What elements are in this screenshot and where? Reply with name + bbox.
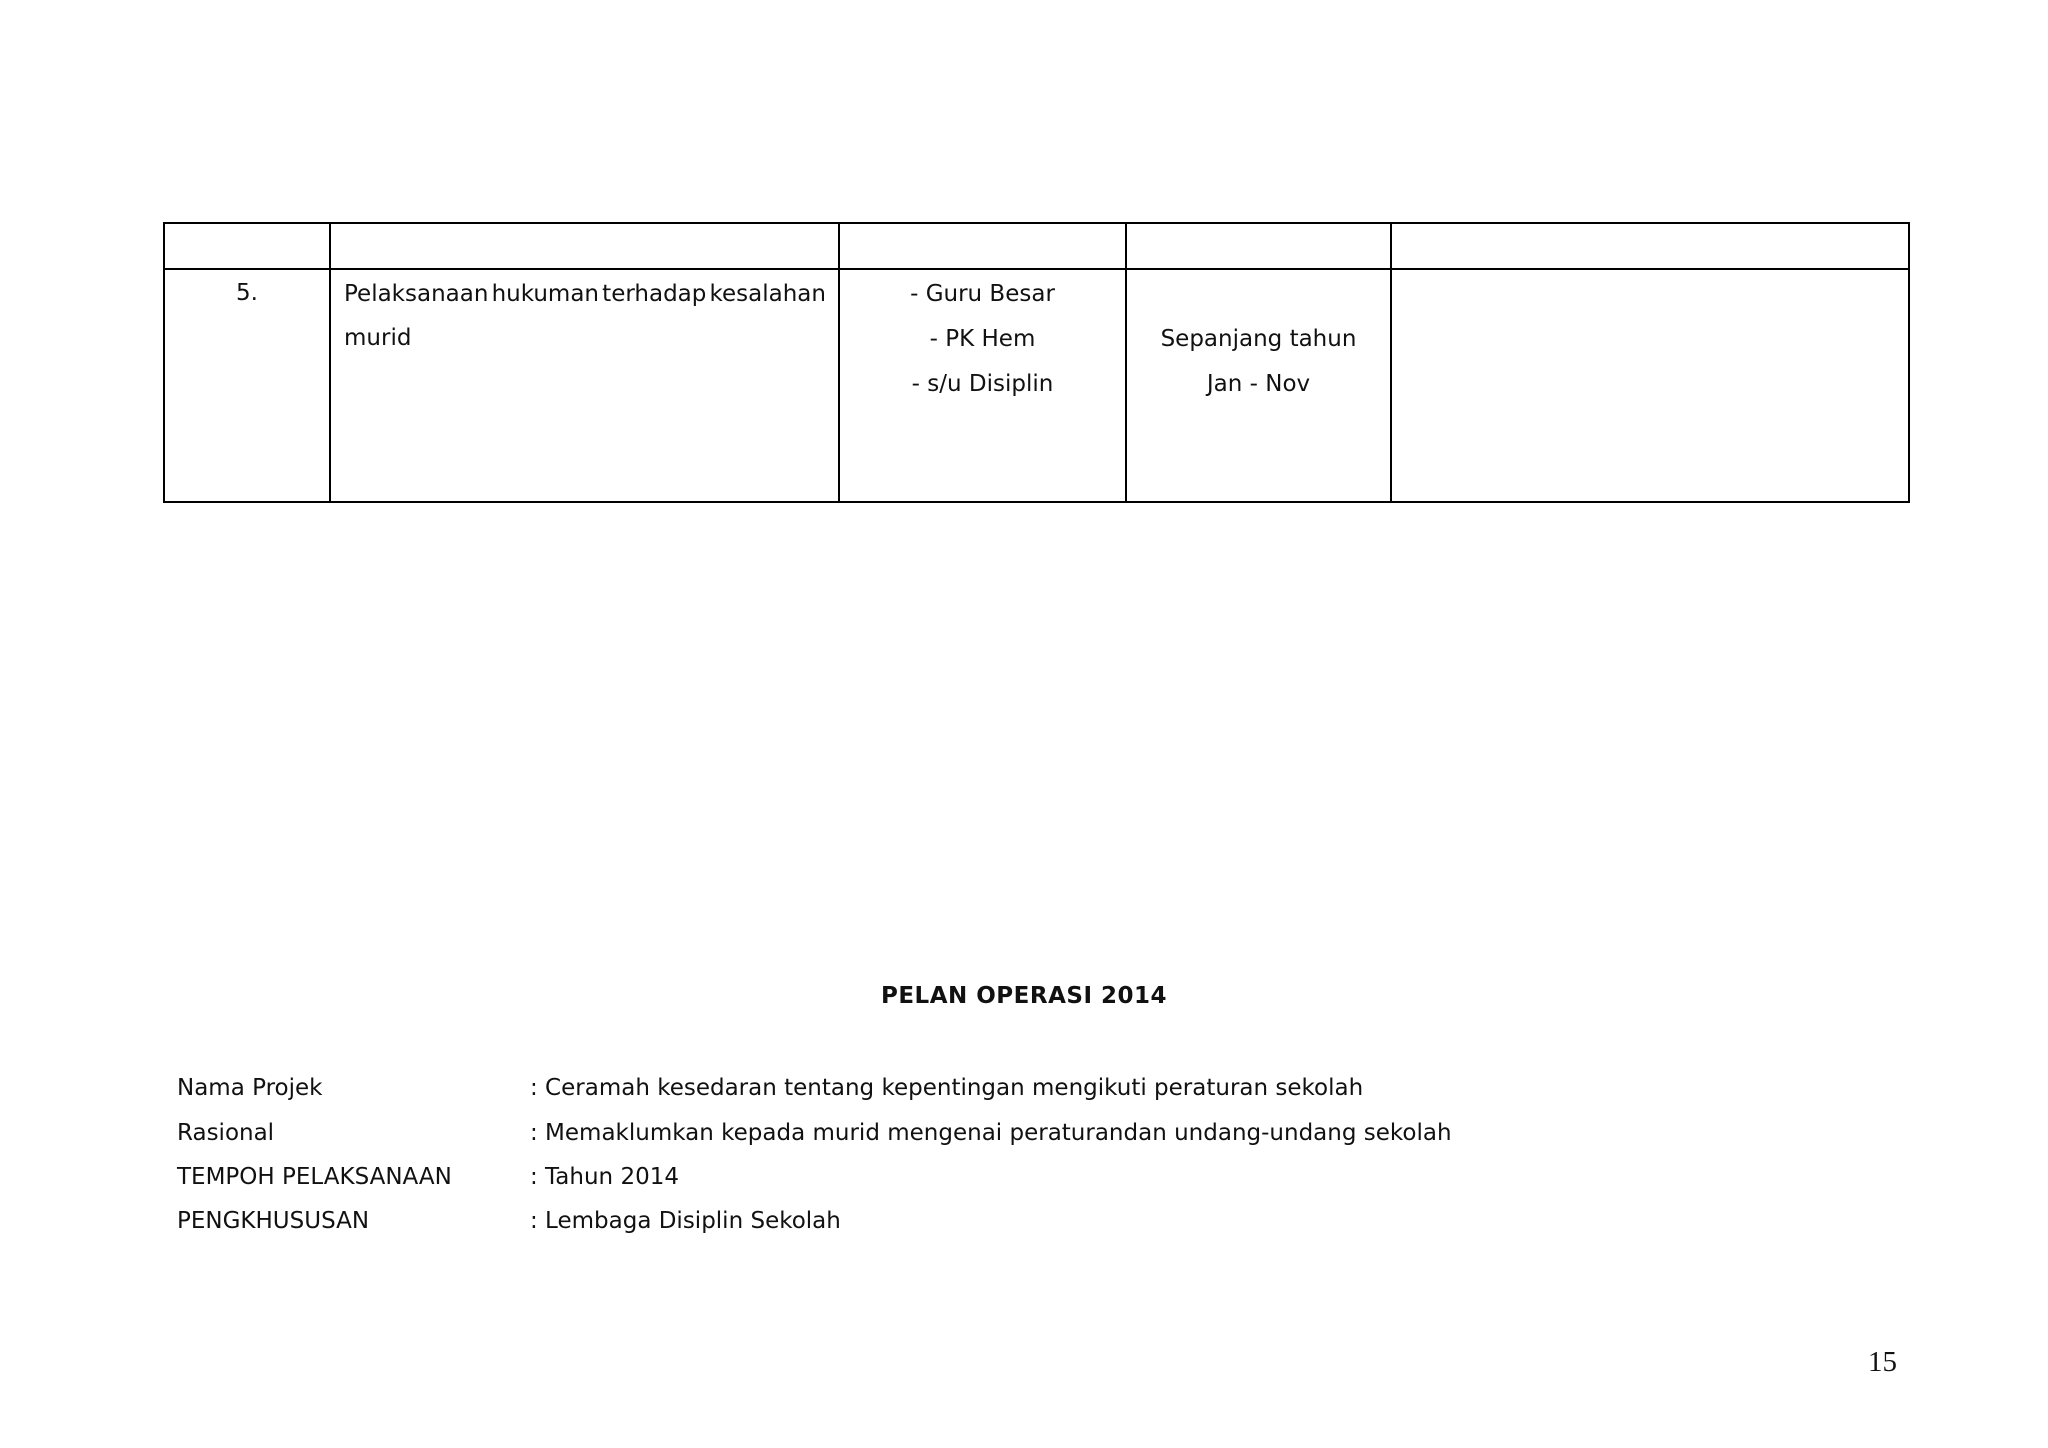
field-value: : Memaklumkan kepada murid mengenai peraturandan undang-undang sekolah <box>530 1120 1452 1146</box>
person-item: - s/u Disiplin <box>911 371 1054 397</box>
table-cell <box>1126 223 1391 269</box>
note-cell <box>1391 269 1909 502</box>
field-value: : Tahun 2014 <box>530 1164 679 1190</box>
table-cell <box>1391 223 1909 269</box>
activity-word: terhadap <box>602 281 707 307</box>
field-value: : Ceramah kesedaran tentang kepentingan mengikuti peraturan sekolah <box>530 1075 1364 1101</box>
person-item: - PK Hem <box>929 326 1036 352</box>
page-number: 15 <box>1868 1346 1897 1378</box>
activity-table <box>163 222 1910 503</box>
activity-word: hukuman <box>491 281 600 307</box>
table-row <box>164 269 1909 502</box>
activity-word: Pelaksanaan <box>344 281 489 307</box>
person-list <box>840 270 1125 398</box>
field-value: : Lembaga Disiplin Sekolah <box>530 1208 841 1234</box>
table-cell <box>330 223 839 269</box>
person-item: - Guru Besar <box>910 281 1055 307</box>
plan-title: PELAN OPERASI 2014 <box>880 983 1168 1009</box>
activity-cell <box>330 269 839 502</box>
person-in-charge-cell <box>839 269 1126 502</box>
field-label: Nama Projek <box>177 1075 323 1101</box>
activity-line-1 <box>344 280 826 308</box>
activity-line-2: murid <box>344 325 412 351</box>
time-line-1: Sepanjang tahun <box>1160 326 1357 352</box>
time-line-2: Jan - Nov <box>1206 371 1311 397</box>
table-row-empty <box>164 223 1909 269</box>
field-label: PENGKHUSUSAN <box>177 1208 370 1234</box>
field-label: TEMPOH PELAKSANAAN <box>177 1164 452 1190</box>
activity-word: kesalahan <box>709 281 826 307</box>
field-label: Rasional <box>177 1120 275 1146</box>
table-cell <box>839 223 1126 269</box>
row-number: 5. <box>164 269 330 502</box>
table-cell <box>164 223 330 269</box>
time-cell <box>1126 269 1391 502</box>
